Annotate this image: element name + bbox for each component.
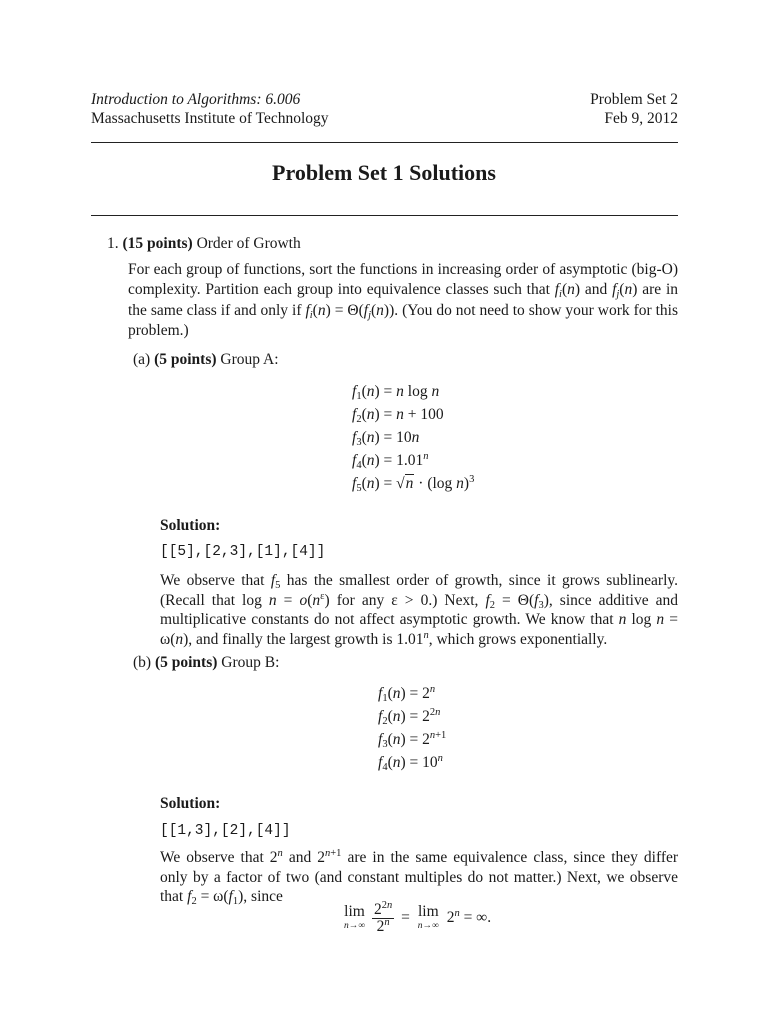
problem-heading [107, 234, 301, 254]
group-b-equations [378, 682, 446, 774]
date-label: Feb 9, 2012 [604, 110, 678, 127]
institution-name: Massachusetts Institute of Technology [91, 110, 329, 127]
problem-number: 1. [107, 235, 119, 252]
equation: $f_3(n) = 10n$ [352, 429, 420, 448]
equation: $f_4(n) = 10^n$ [378, 753, 443, 773]
solution-a-label: Solution: [160, 517, 221, 534]
solution-b-explanation: We observe that 2$^n$ and $2^{n+1}$ are in the same equivalence class, since they differ only by a factor of two (and constant multiples do not matter.) Next, we observe that $f_2 = \omega(f_1)$, since [160, 848, 679, 907]
equation: $f_1(n) = 2^n$ [378, 684, 436, 704]
equation: $f_3(n) = 2^{n+1}$ [378, 730, 447, 750]
equation: $f_2(n) = n + 100$ [352, 406, 444, 425]
problem-intro: For each group of functions, sort the functions in increasing order of asymptotic (big-O) complexity. Partition each group into equivalence classes such that $f_i(n)$ and $f_j(n)$ are in the same class if and only if $f_i(n) = \Theta(f_j(n))$. (You do not need to show your work for this problem.) [128, 261, 679, 339]
solution-b-label: Solution: [160, 795, 221, 812]
equation: $f_1(n) = n$ log n [352, 383, 440, 402]
limit-equation: lim n→∞ $\frac{2^{2n}}{2^n}$ = lim n→∞ $2^n$ = ∞. [344, 900, 492, 935]
title-rule [91, 215, 678, 216]
group-a-equations [352, 380, 474, 495]
solution-a-explanation: We observe that $f_5$ has the smallest order of growth, since it grows sublinearly. (Recall that $\log n = o(n^\varepsilon)$ for any ε > 0.) Next, $f_2 = \Theta(f_3)$, since additive and multiplicative constants do not affect asymptotic growth. We know that n log n = ω(n), and finally the largest growth is 1.01$^n$, which grows exponentially. [160, 572, 679, 648]
problem-topic: Order of Growth [196, 235, 301, 252]
course-name: Introduction to Algorithms: 6.006 [91, 91, 301, 108]
solution-b-answer: [[1,3],[2],[4]] [160, 823, 291, 839]
part-b-heading: (b) (5 points) Group B: [133, 654, 280, 671]
problem-points: (15 points) [122, 235, 193, 252]
problem-set-label: Problem Set 2 [590, 91, 678, 108]
part-a-heading: (a) (5 points) Group A: [133, 351, 279, 368]
equation: $f_4(n) = 1.01^n$ [352, 451, 429, 471]
page-title: Problem Set 1 Solutions [272, 160, 496, 185]
equation: $f_5(n) = √n \cdot (\log$ n)$^3$ [352, 474, 475, 494]
solution-a-answer: [[5],[2,3],[1],[4]] [160, 544, 326, 560]
equation: $f_2(n) = 2^{2n}$ [378, 707, 441, 727]
header-rule [91, 142, 678, 143]
